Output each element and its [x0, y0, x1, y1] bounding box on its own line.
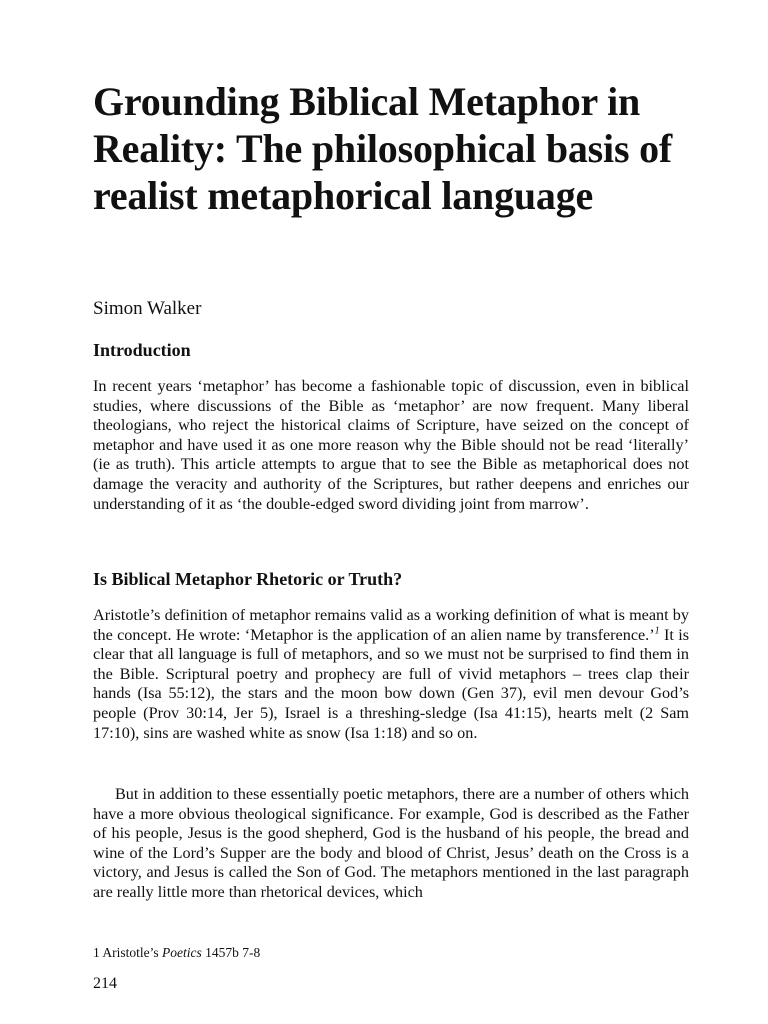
footnote: [93, 944, 260, 962]
paragraph-theological-metaphors: But in addition to these essentially poetic metaphors, there are a number of others which have a more obvious theological significance. For example, God is described as the Father of his people, Jesus is the good shepherd, God is the husband of his people, the bread and wine of the Lord’s Supper are the body and blood of Christ, Jesus’ death on the Cross is a victory, and Jesus is called the Son of God. The metaphors mentioned in the last paragraph are really little more than rhetorical devices, which: [93, 785, 689, 901]
paragraph-text-part: It is clear that all language is full of metaphors, and so we must not be surprised to find them in the Bible. Scriptural poetry and prophecy are full of vivid metaphors – trees clap their hands (Isa 55:12), the stars and the moon bow down (Gen 37), evil men devour God’s people (Prov 30:14, Jer 5), Israel is a threshing-sledge (Isa 41:15), hearts melt (2 Sam 17:10), sins are washed white as snow (Isa 1:18) and so on.: [93, 625, 689, 742]
section-heading-introduction: Introduction: [93, 340, 191, 360]
paragraph-text-part: Aristotle’s definition of metaphor remains valid as a working definition of what is meant by the concept. He wrote: ‘Metaphor is the application of an alien name by transference.’: [93, 606, 689, 644]
paragraph-aristotle-definition: [93, 606, 689, 743]
footnote-work-title: Poetics: [162, 945, 202, 960]
section-heading-rhetoric-or-truth: Is Biblical Metaphor Rhetoric or Truth?: [93, 569, 403, 589]
page-number: 214: [93, 975, 117, 992]
author-name: Simon Walker: [93, 298, 202, 319]
footnote-reference: 1: [654, 625, 660, 637]
paragraph-introduction: In recent years ‘metaphor’ has become a fashionable topic of discussion, even in biblical studies, where discussions of the Bible as ‘metaphor’ are now frequent. Many liberal theologians, who reject the historical claims of Scripture, have seized on the concept of metaphor and have used it as one more reason why the Bible should not be read ‘literally’ (ie as truth). This article attempts to argue that to see the Bible as metaphorical does not damage the veracity and authority of the Scriptures, but rather deepens and enriches our understanding of it as ‘the double-edged sword dividing joint from marrow’.: [93, 377, 689, 513]
footnote-text: Aristotle’s: [99, 945, 163, 960]
article-title: Grounding Biblical Metaphor in Reality: The philosophical basis of realist metaphorical language: [93, 79, 673, 218]
footnote-number: 1: [93, 945, 100, 960]
footnote-text: 1457b 7-8: [201, 945, 261, 960]
